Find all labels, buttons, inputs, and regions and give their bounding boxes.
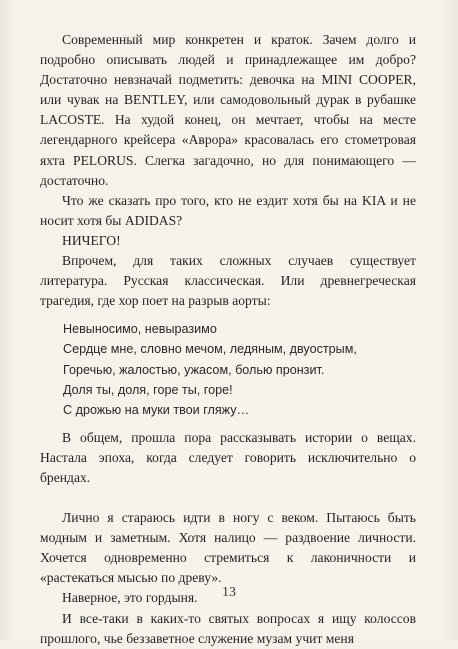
page-text <box>40 30 416 649</box>
paragraph-brands-intro: Современный мир конкретен и краток. Зачем долго и подробно описывать людей и принадлежащее им добро? Достаточно невзначай подметить: девочка на MINI COOPER, или чувак на BENTLEY, или самодовольный дурак в рубашке LACOSTE. На худой конец, он мечтает, чтобы на месте легендарного крейсера «Аврора» красовалась его стометровая яхта PELORUS. Слегка загадочно, но для понимающего — достаточно. <box>40 32 416 188</box>
poem-line: Невыносимо, невыразимо <box>63 322 217 337</box>
poem-quote <box>63 319 416 419</box>
paragraph-keeping-up: Лично я стараюсь идти в ногу с веком. Пытаюсь быть модным и заметным. Хотя налицо — раздвоение личности. Хочется одновременно стремиться к лаконичности и «растекаться мысью по древу». <box>40 510 416 586</box>
paragraph-nothing: НИЧЕГО! <box>62 232 121 248</box>
poem-line: Сердце мне, словно мечом, ледяным, двуострым, <box>63 342 357 357</box>
paragraph-era-of-brands: В общем, прошла пора рассказывать истории о вещах. Настала эпоха, когда следует говорить исключительно о брендах. <box>40 429 416 485</box>
paragraph-literature: Впрочем, для таких сложных случаев существует литература. Русская классическая. Или древнегреческая трагедия, где хор поет на разрыв аорты: <box>40 253 416 309</box>
poem-line: С дрожью на муки твои гляжу… <box>63 402 250 417</box>
poem-line: Доля ты, доля, горе ты, горе! <box>63 382 233 397</box>
poem-line: Горечью, жалостью, ужасом, болью пронзит. <box>63 362 325 377</box>
paragraph-kia-adidas: Что же сказать про того, кто не ездит хотя бы на KIA и не носит хотя бы ADIDAS? <box>40 192 416 228</box>
paragraph-colossi: И все-таки в каких-то святых вопросах я ищу колоссов прошлого, чье беззаветное служение музам учит меня <box>40 610 416 646</box>
page-number: 13 <box>222 585 236 600</box>
paragraph-pride: Наверное, это гордыня. <box>62 590 198 606</box>
